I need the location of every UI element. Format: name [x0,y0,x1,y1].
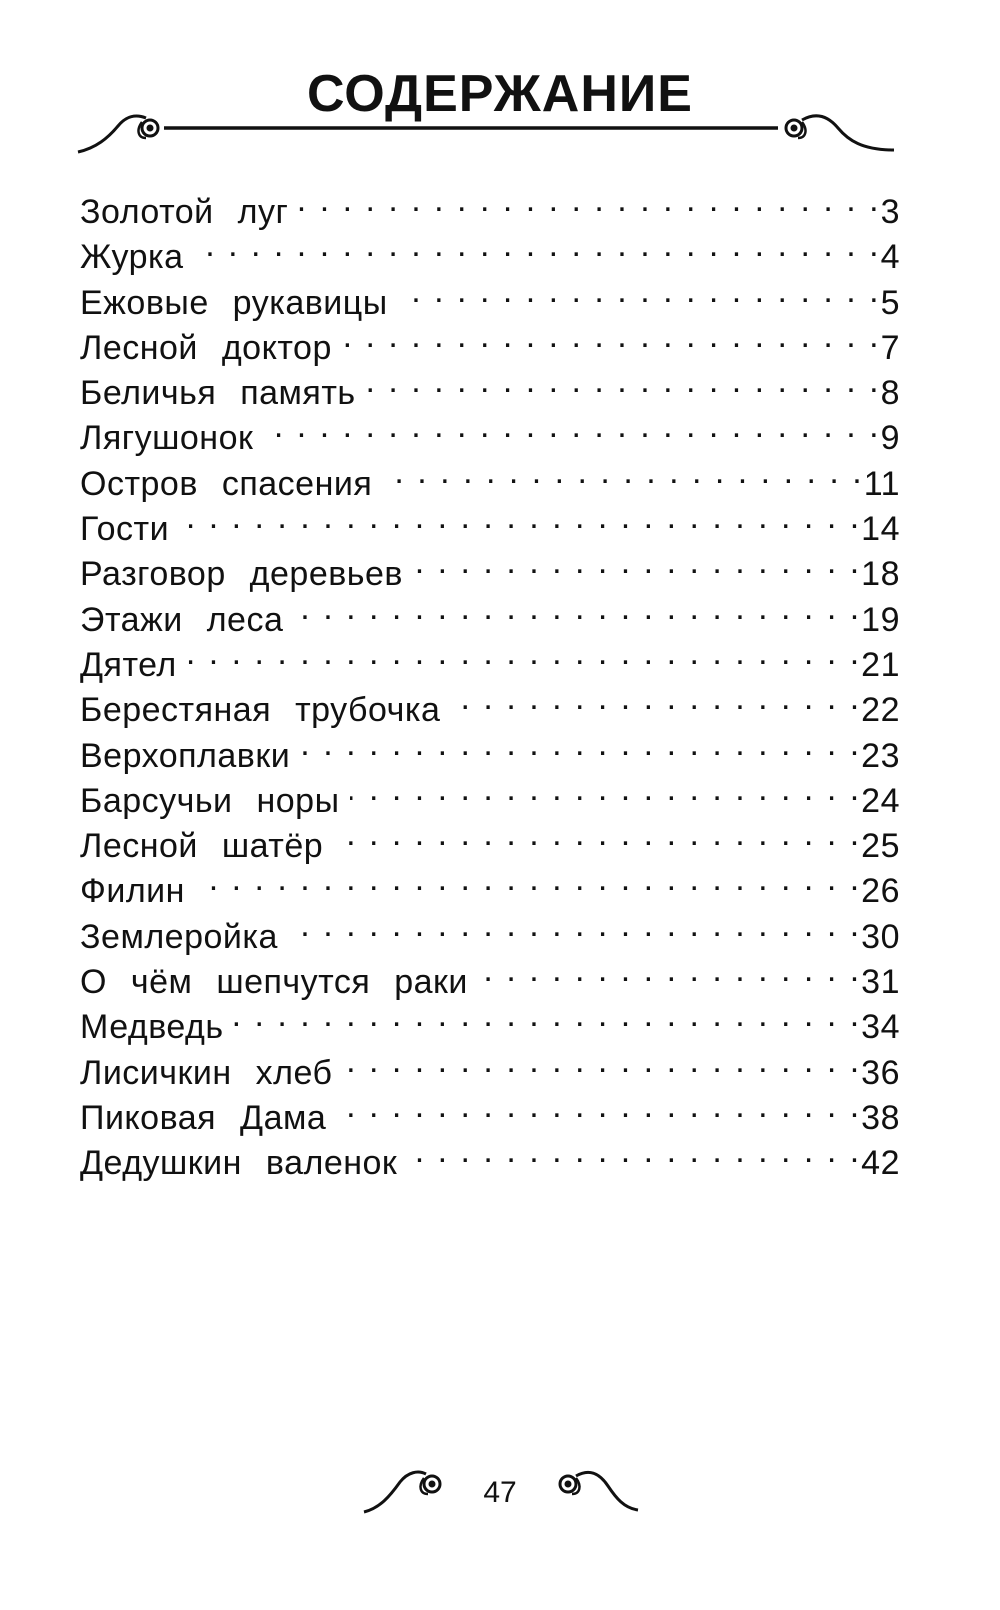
dot-leader [195,857,861,902]
footer-right-flourish-icon [550,1462,640,1522]
toc-entry-page: 22 [861,691,900,730]
toc-entry-page: 36 [861,1053,900,1092]
toc-entry-title: Золотой луг [80,193,289,231]
toc-entry-title: Берестяная трубочка [80,691,441,730]
toc-entry [80,631,900,684]
toc-entry-page: 8 [880,374,900,413]
dot-leader [263,404,880,449]
dot-leader [366,359,881,404]
toc-entry-title: Лисичкин хлеб [80,1053,333,1092]
page-title: СОДЕРЖАНИЕ [307,65,693,123]
toc-entry-title: Землеройка [80,917,278,956]
dot-leader [234,993,862,1038]
toc-entry [80,903,900,956]
toc-entry-title: Филин [80,872,185,911]
toc-entry-title: Остров спасения [80,464,373,503]
dot-leader [413,540,861,585]
toc-entry-page: 3 [880,193,900,231]
toc-entry-title: Дятел [80,645,177,684]
toc-entry-page: 9 [880,419,900,458]
toc-entry-page: 4 [880,238,900,277]
toc-entry-title: Разговор деревьев [80,555,403,594]
dot-leader [450,676,861,721]
dot-leader [187,631,861,676]
toc-entry-title: Лесной доктор [80,328,332,367]
toc-entry-page: 25 [861,827,900,866]
toc-entry-page: 34 [861,1008,900,1047]
toc-entry-page: 38 [861,1098,900,1137]
toc-entry-page: 19 [861,600,900,639]
toc-entry-page: 24 [861,781,900,820]
toc-entry [80,495,900,549]
dot-leader [342,1039,861,1084]
dot-leader [342,314,881,359]
toc-entry [80,269,900,322]
dot-leader [336,1084,861,1129]
dot-leader [298,178,880,223]
toc-entry-title: Пиковая Дама [80,1098,327,1137]
page-footer [360,1462,640,1532]
toc-entry-title: Гости [80,510,170,549]
toc-entry-title: О чём шепчутся раки [80,963,468,1002]
toc-entry [80,223,900,277]
toc-entry-page: 31 [861,963,900,1002]
dot-leader [407,1129,861,1174]
toc-entry-title: Ежовые рукавицы [80,283,388,322]
toc-entry-title: Журка [80,238,184,277]
toc-entry-title: Беличья память [80,374,356,413]
dot-leader [293,586,861,631]
page-number: 47 [483,1476,517,1509]
dot-leader [398,269,881,314]
toc-entry-title: Верхоплавки [80,736,291,775]
dot-leader [478,948,861,993]
toc-entry-title: Лесной шатёр [80,827,324,866]
toc-entry-title: Барсучьи норы [80,781,340,820]
toc-entry [80,178,900,231]
toc-entry [80,676,900,730]
dot-leader [350,767,862,812]
toc-entry-title: Этажи леса [80,600,284,639]
toc-entry-page: 18 [861,555,900,594]
toc-entry-page: 30 [861,917,900,956]
toc-entry [80,540,900,594]
toc-entry-page: 26 [861,872,900,911]
toc-entry-title: Медведь [80,1008,224,1047]
dot-leader [179,495,861,540]
toc-entry-page: 21 [861,645,900,684]
dot-leader [300,722,861,767]
toc-entry-page: 11 [863,464,900,503]
toc-entry-page: 14 [861,510,900,549]
table-of-contents [80,178,900,1183]
title-ornament-icon [76,108,896,164]
toc-entry-page: 5 [880,283,900,322]
dot-leader [333,812,861,857]
dot-leader [382,450,863,495]
toc-entry-page: 7 [880,328,900,367]
toc-entry-page: 23 [861,736,900,775]
toc-entry-title: Лягушонок [80,419,254,458]
toc-entry [80,857,900,911]
dot-leader [194,223,881,268]
toc-entry-page: 42 [861,1144,900,1183]
toc-entry-title: Дедушкин валенок [80,1144,398,1183]
dot-leader [288,903,861,948]
